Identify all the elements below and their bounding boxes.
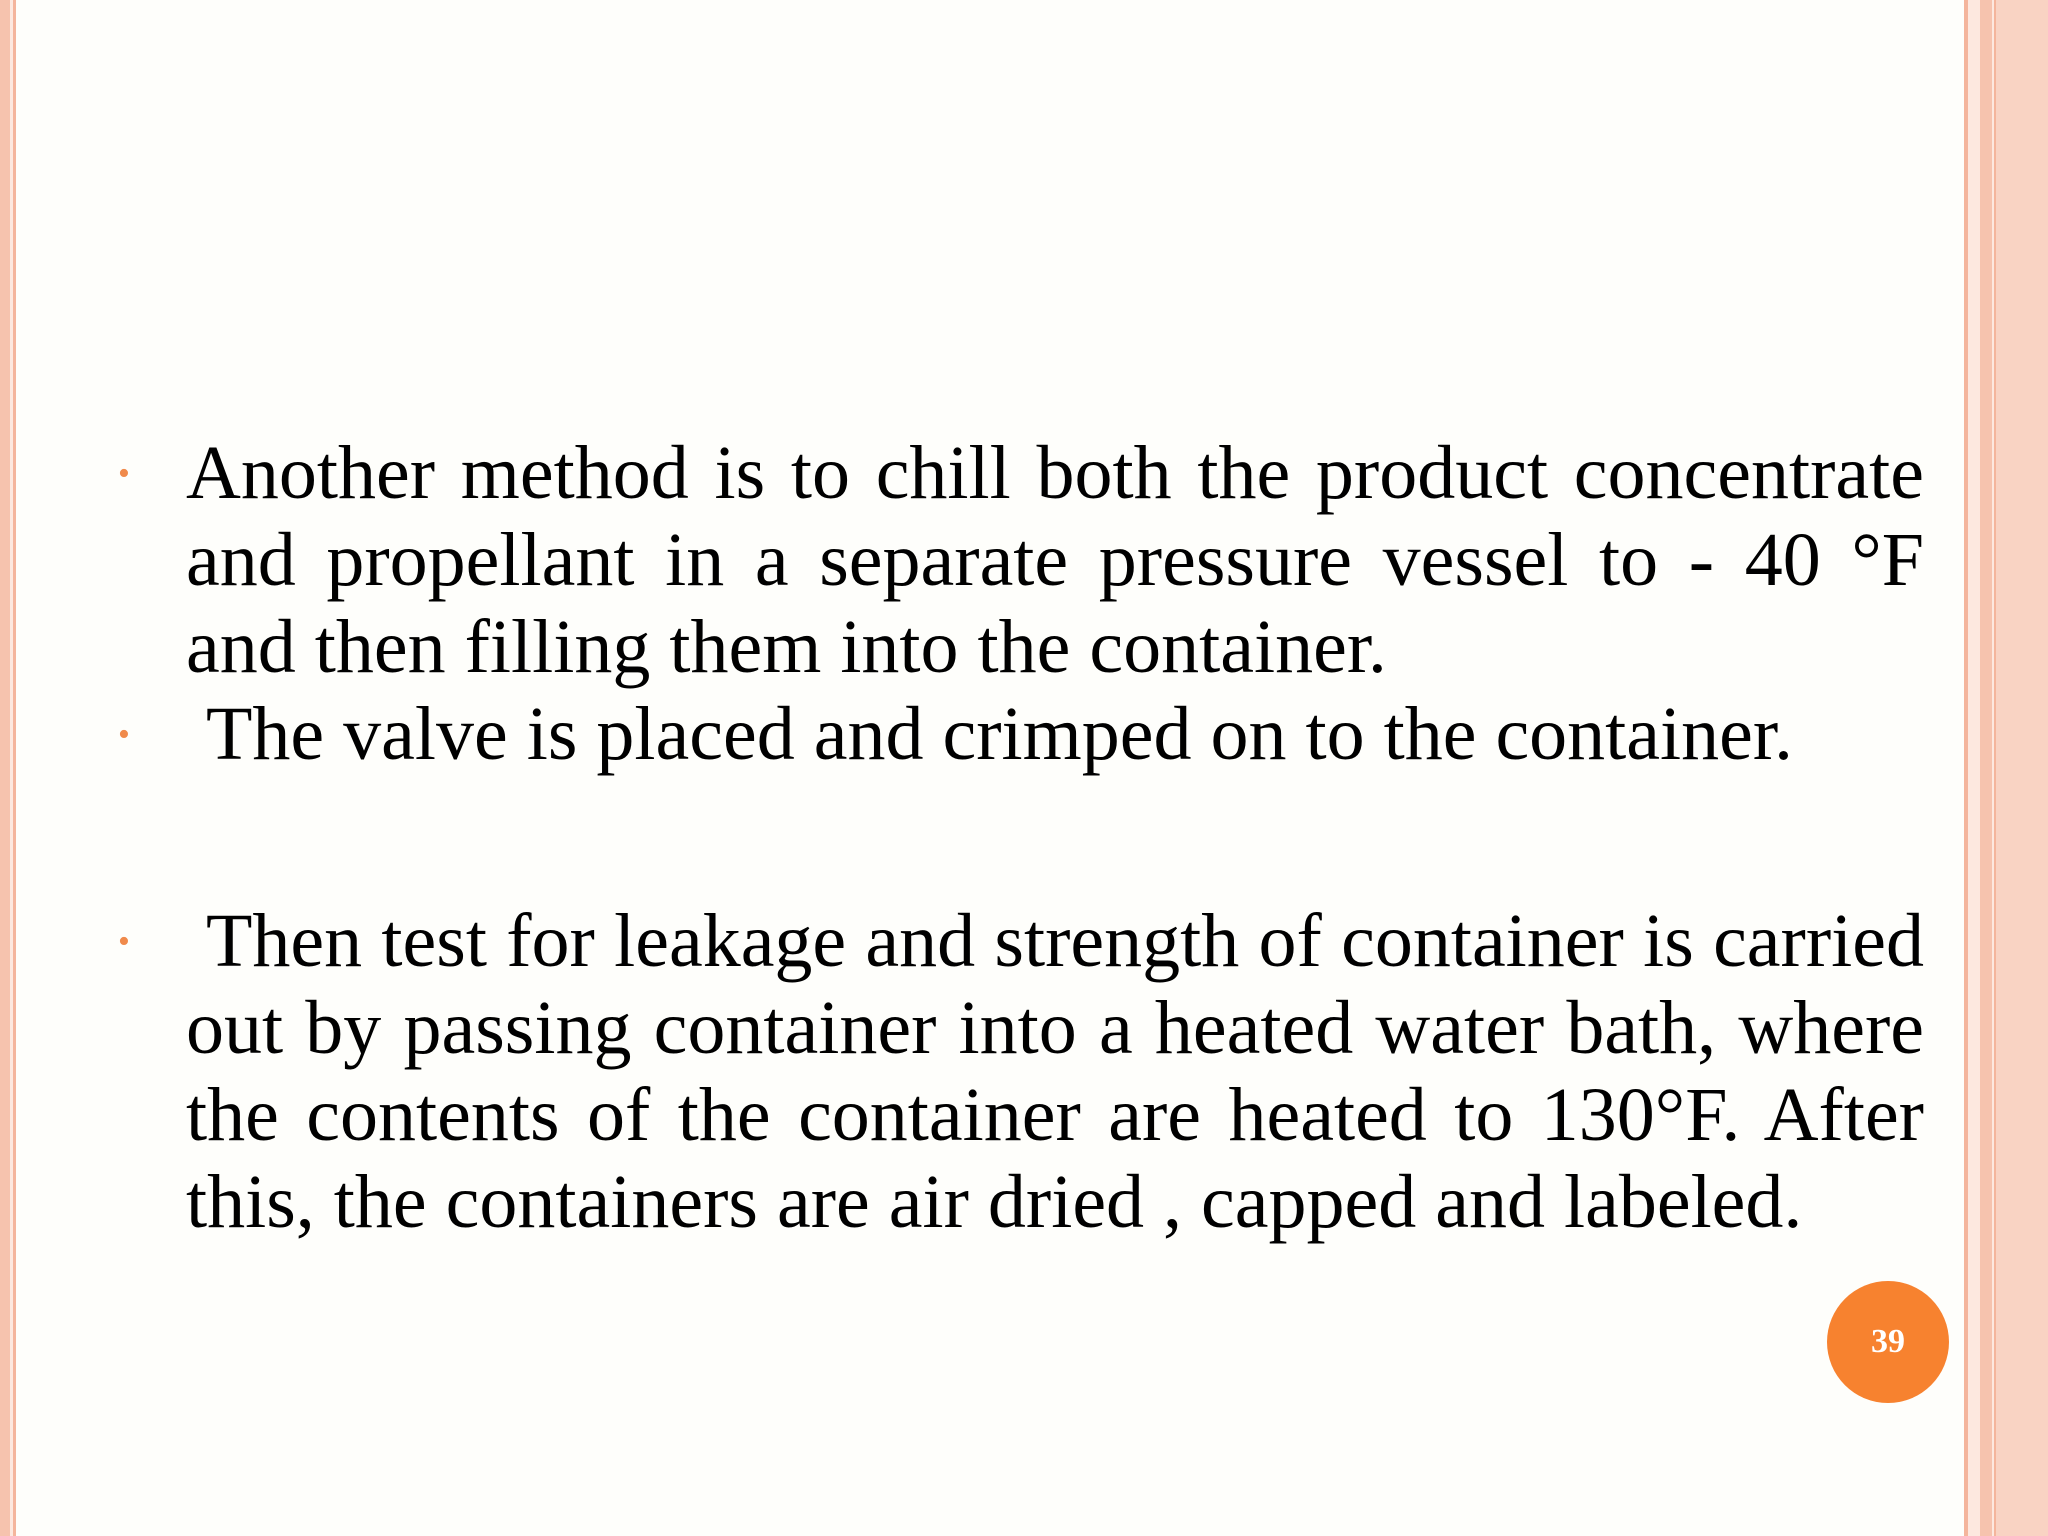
list-item: [118, 430, 1924, 691]
bullet-icon: •: [118, 716, 130, 753]
page-number: 39: [1871, 1323, 1905, 1360]
bullet-list: [118, 430, 1924, 1246]
bullet-icon: •: [118, 455, 130, 492]
bullet-text: Another method is to chill both the product concentrate and propellant in a separate pressure vessel to - 40 °F and then filling them into the container.: [186, 431, 1924, 689]
right-decorative-border: [1960, 0, 2048, 1536]
bullet-text: Then test for leakage and strength of container is carried out by passing container into a heated water bath, where the contents of the container are heated to 130°F. After this, the containers are air dried , capped and labeled.: [186, 899, 1924, 1244]
list-item: [118, 898, 1924, 1246]
left-decorative-border: [0, 0, 22, 1536]
list-item: [118, 691, 1924, 778]
bullet-icon: •: [118, 923, 130, 960]
page-number-badge: [1827, 1281, 1949, 1403]
bullet-text: The valve is placed and crimped on to the container.: [206, 692, 1793, 776]
